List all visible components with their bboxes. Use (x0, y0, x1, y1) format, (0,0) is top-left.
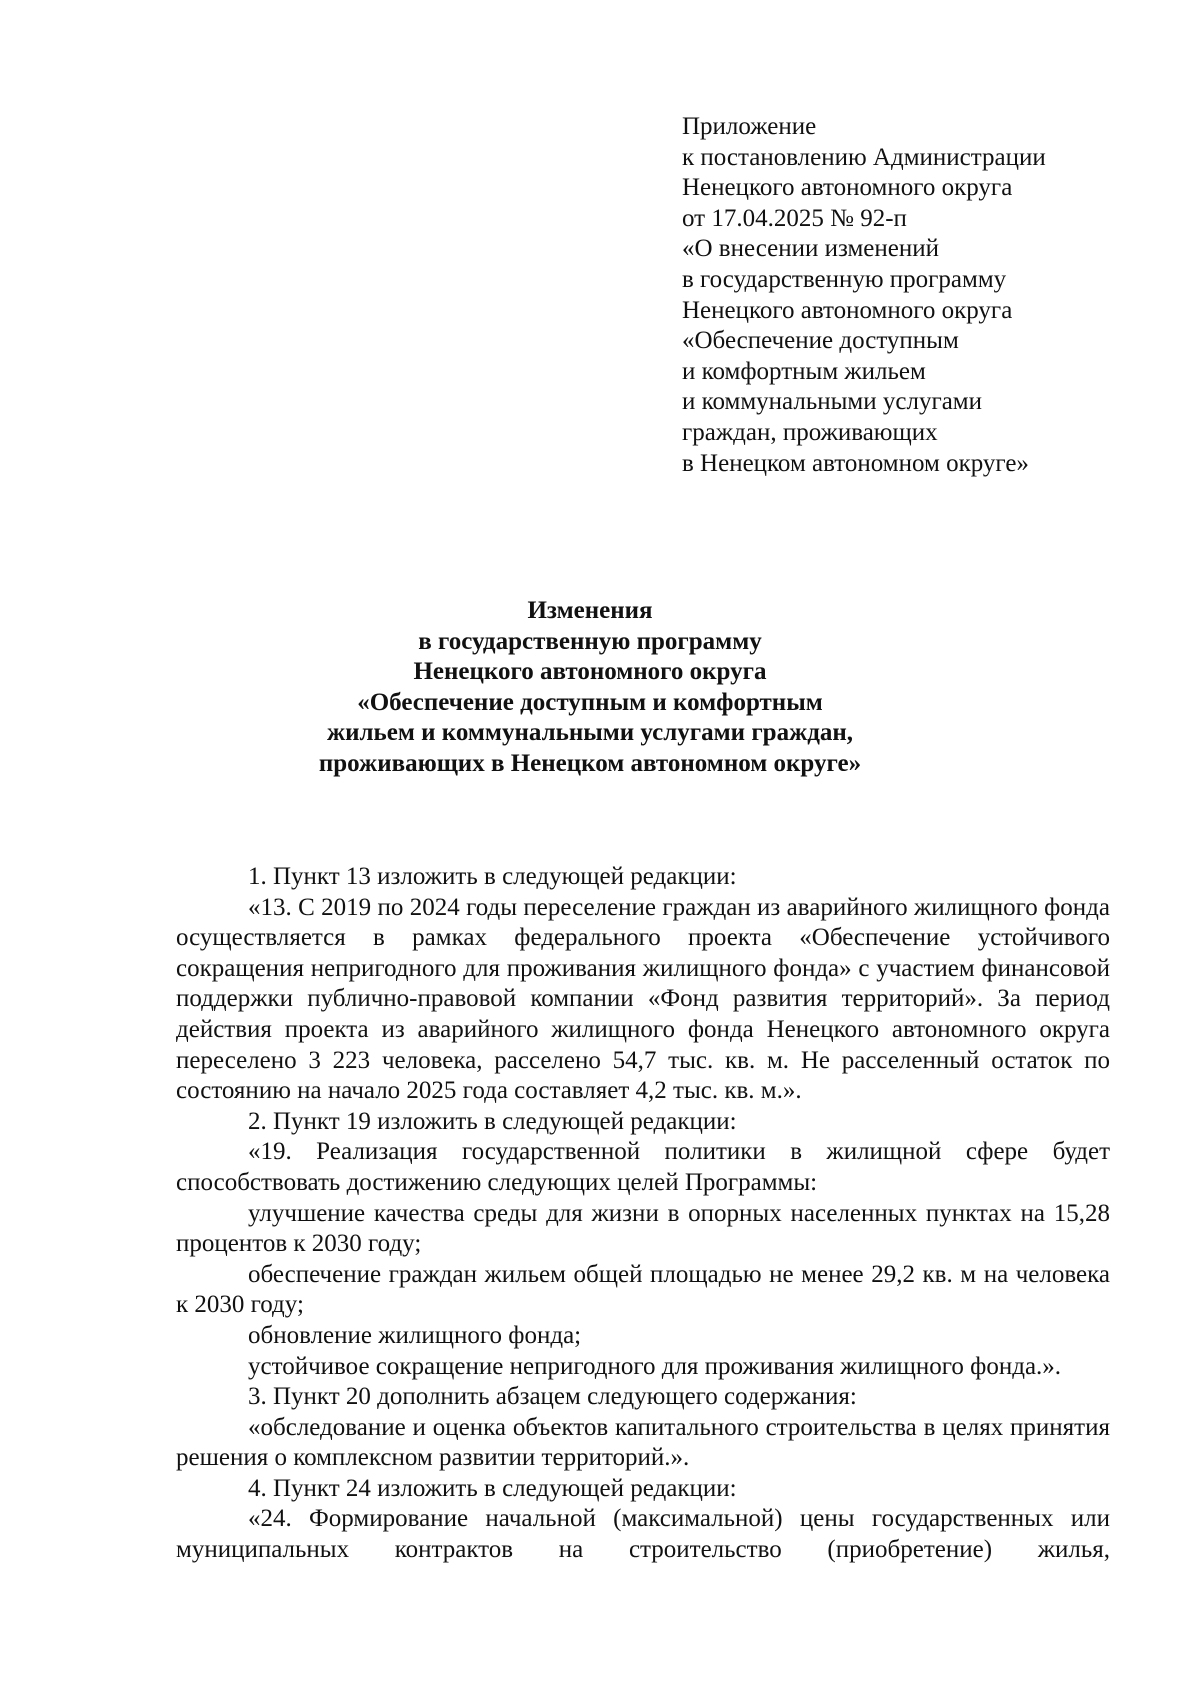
appendix-line: в государственную программу (682, 265, 1007, 293)
item-13-text: «13. С 2019 по 2024 годы переселение граждан из аварийного жилищного фонда осуществляется в рамках федерального проекта «Обеспечение устойчивого сокращения непригодного для проживания жилищного фонда» с участием финансовой поддержки публично-правовой компании «Фонд развития территорий». За период действия проекта из аварийного жилищного фонда Ненецкого автономного округа переселено 3 223 человека, расселено 54,7 тыс. кв. м. Не расселенный остаток по состоянию на начало 2025 года составляет 4,2 тыс. кв. м.». (176, 893, 1110, 1105)
goal-paragraph: обновление жилищного фонда; (248, 1321, 582, 1349)
goal-paragraph: улучшение качества среды для жизни в опорных населенных пунктах на 15,28 процентов к 2030 году; (176, 1199, 1110, 1258)
title-line: Ненецкого автономного округа (413, 658, 767, 686)
title-line: жильем и коммунальными услугами граждан, (326, 719, 853, 747)
appendix-line: «О внесении изменений (682, 235, 940, 263)
document-body (176, 862, 1110, 1566)
appendix-line: к постановлению Администрации (682, 143, 1046, 171)
item-4-heading: 4. Пункт 24 изложить в следующей редакции: (248, 1474, 737, 1502)
appendix-line: от 17.04.2025 № 92-п (682, 204, 907, 232)
document-title (150, 596, 1030, 780)
title-line: в государственную программу (418, 627, 762, 655)
appendix-line: и коммунальными услугами (682, 388, 982, 416)
appendix-line: Приложение (682, 113, 817, 140)
appendix-header (682, 112, 1152, 479)
goal-paragraph: устойчивое сокращение непригодного для проживания жилищного фонда.». (248, 1352, 1062, 1380)
item-19-text: «19. Реализация государственной политики в жилищной сфере будет способствовать достижению следующих целей Программы: (176, 1138, 1110, 1196)
appendix-line: граждан, проживающих (682, 418, 938, 446)
appendix-line: Ненецкого автономного округа (682, 174, 1013, 202)
item-3-heading: 3. Пункт 20 дополнить абзацем следующего содержания: (248, 1383, 857, 1411)
item-24-text: «24. Формирование начальной (максимальной) цены государственных или муниципальных контрактов на строительство (приобретение) жилья, (176, 1505, 1110, 1564)
title-line: проживающих в Ненецком автономном округе» (318, 749, 862, 777)
appendix-line: в Ненецком автономном округе» (682, 449, 1029, 477)
appendix-line: и комфортным жильем (682, 357, 926, 385)
item-1-heading: 1. Пункт 13 изложить в следующей редакции: (248, 863, 737, 890)
item-2-heading: 2. Пункт 19 изложить в следующей редакции: (248, 1107, 737, 1135)
title-line: «Обеспечение доступным и комфортным (357, 688, 823, 716)
appendix-line: «Обеспечение доступным (682, 327, 959, 355)
appendix-line: Ненецкого автономного округа (682, 296, 1013, 324)
title-line: Изменения (527, 597, 653, 624)
goal-paragraph: обеспечение граждан жильем общей площадью не менее 29,2 кв. м на человека к 2030 году; (176, 1260, 1110, 1319)
item-20-addition: «обследование и оценка объектов капитального строительства в целях принятия решения о комплексном развитии территорий.». (176, 1413, 1110, 1472)
